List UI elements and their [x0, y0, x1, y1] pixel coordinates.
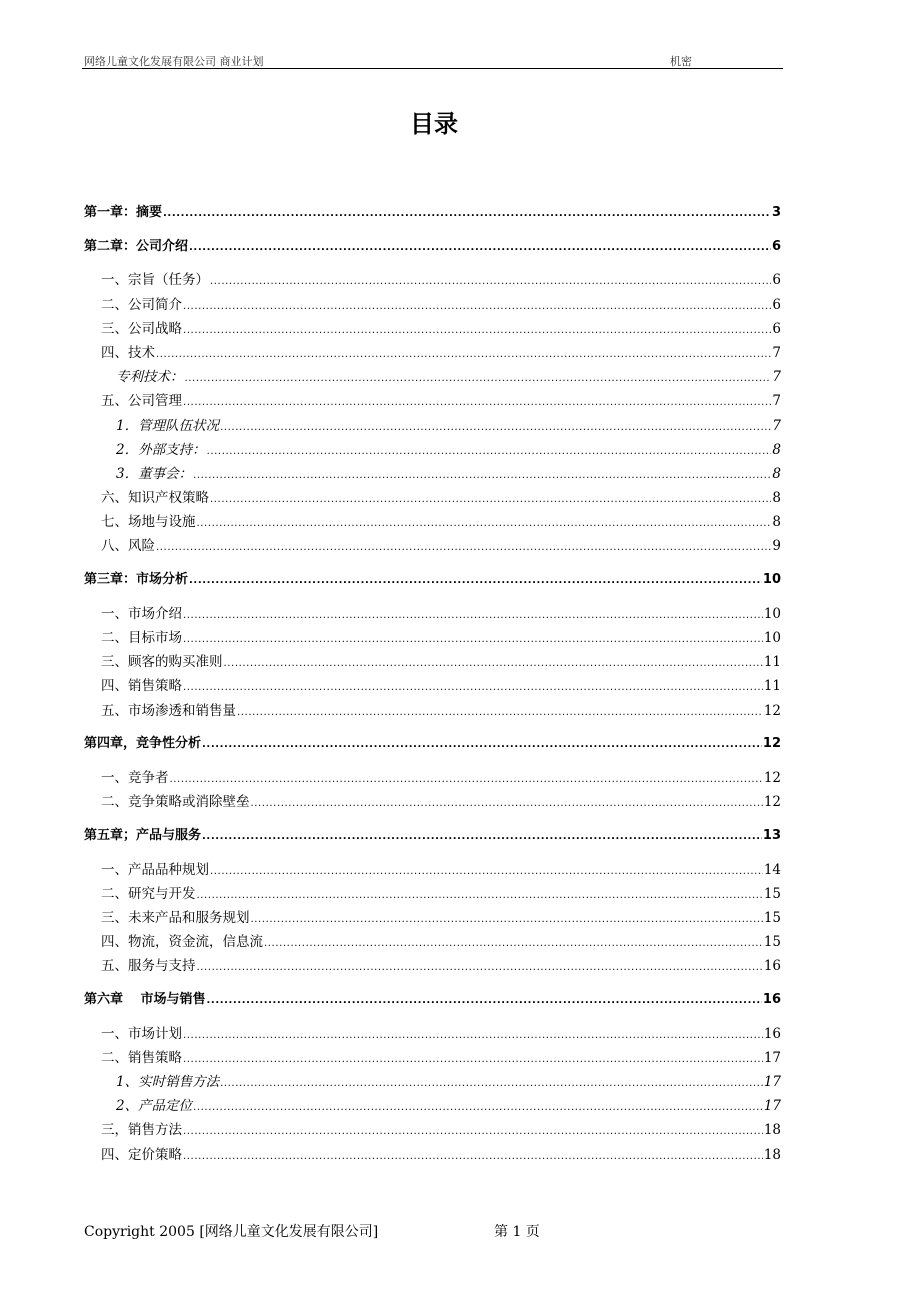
toc-entry-label: 3．董事会：	[116, 465, 193, 482]
toc-entry-page-number: 18	[763, 1146, 781, 1163]
toc-entry-page-number: 9	[772, 538, 781, 555]
toc-dot-leader	[183, 602, 763, 626]
toc-entry[interactable]	[84, 602, 781, 626]
toc-entry-page-number: 13	[762, 827, 781, 843]
toc-entry-label: 三、未来产品和服务规划	[101, 909, 250, 926]
toc-entry[interactable]	[84, 1118, 781, 1142]
toc-entry-page-number: 16	[763, 1025, 781, 1042]
toc-entry-page-number: 12	[763, 702, 781, 719]
toc-entry-label: 四、物流，资金流，信息流	[101, 934, 263, 951]
toc-entry[interactable]	[84, 365, 781, 389]
toc-entry[interactable]	[84, 462, 781, 486]
toc-dot-leader	[185, 365, 772, 389]
toc-dot-leader	[264, 930, 763, 954]
toc-dot-leader	[197, 510, 772, 534]
toc-dot-leader	[210, 268, 771, 292]
toc-entry-label: 三，销售方法	[101, 1122, 182, 1139]
toc-dot-leader	[183, 1143, 763, 1167]
toc-entry-label: 第六章 市场与销售	[84, 991, 206, 1007]
toc-entry[interactable]	[84, 790, 781, 814]
toc-entry-page-number: 11	[763, 678, 781, 695]
toc-entry[interactable]	[84, 1143, 781, 1167]
page-title: 目录	[410, 110, 458, 138]
toc-entry[interactable]	[84, 1070, 781, 1094]
toc-chapter-entry[interactable]	[84, 568, 781, 592]
toc-entry-label: 五、服务与支持	[101, 958, 196, 975]
toc-entry-label: 第一章：摘要	[84, 205, 163, 220]
toc-entry-label: 一、竞争者	[101, 769, 169, 786]
header-company-plan: 网络儿童文化发展有限公司 商业计划	[84, 55, 264, 68]
toc-entry-page-number: 6	[772, 296, 781, 313]
toc-entry[interactable]	[84, 534, 781, 558]
toc-entry-page-number: 3	[771, 205, 781, 220]
toc-entry-label: 二、目标市场	[101, 630, 182, 646]
toc-entry-page-number: 10	[763, 605, 781, 622]
toc-chapter-entry[interactable]	[84, 988, 781, 1012]
toc-entry-label: 1．管理队伍状况	[116, 417, 220, 434]
toc-entry-page-number: 16	[763, 958, 781, 975]
toc-entry[interactable]	[84, 650, 781, 674]
toc-dot-leader	[183, 293, 771, 317]
toc-entry-page-number: 12	[762, 736, 781, 752]
toc-entry-page-number: 10	[762, 572, 781, 588]
toc-entry[interactable]	[84, 389, 781, 413]
toc-entry-label: 八、风险	[101, 538, 155, 555]
toc-entry-label: 二、研究与开发	[101, 885, 196, 902]
toc-entry-page-number: 15	[763, 909, 781, 926]
toc-dot-leader	[220, 1070, 763, 1094]
toc-entry[interactable]	[84, 626, 781, 650]
toc-dot-leader	[183, 1046, 763, 1070]
toc-dot-leader	[197, 954, 763, 978]
toc-entry-label: 五、市场渗透和销售量	[101, 702, 236, 719]
toc-entry-page-number: 18	[763, 1122, 781, 1139]
page-header	[82, 52, 783, 68]
toc-entry[interactable]	[84, 341, 781, 365]
toc-chapter-entry[interactable]	[84, 201, 781, 225]
toc-entry-page-number: 7	[772, 344, 781, 361]
toc-dot-leader	[189, 568, 762, 592]
toc-entry-label: 七、场地与设施	[101, 514, 196, 531]
toc-dot-leader	[210, 486, 771, 510]
toc-dot-leader	[210, 858, 763, 882]
toc-entry-label: 一、产品品种规划	[101, 861, 209, 878]
toc-entry[interactable]	[84, 766, 781, 790]
toc-dot-leader	[197, 882, 763, 906]
toc-entry-page-number: 17	[763, 1074, 781, 1090]
footer-page-number: 第 1 页	[494, 1224, 540, 1240]
toc-entry-page-number: 7	[772, 369, 781, 386]
toc-dot-leader	[224, 650, 763, 674]
toc-entry-page-number: 6	[772, 320, 781, 337]
toc-entry-label: 四、定价策略	[101, 1146, 182, 1163]
toc-entry-page-number: 11	[763, 654, 781, 671]
toc-entry[interactable]	[84, 1022, 781, 1046]
toc-chapter-entry[interactable]	[84, 235, 781, 259]
toc-entry-page-number: 15	[763, 885, 781, 902]
toc-dot-leader	[220, 414, 771, 438]
toc-dot-leader	[237, 699, 763, 723]
toc-entry-page-number: 16	[762, 991, 781, 1007]
toc-dot-leader	[202, 732, 762, 756]
toc-entry-label: 三、公司战略	[101, 320, 182, 337]
toc-entry[interactable]	[84, 317, 781, 341]
toc-entry-page-number: 7	[772, 393, 781, 410]
toc-entry-page-number: 8	[772, 514, 781, 531]
toc-dot-leader	[156, 341, 771, 365]
toc-entry-label: 2、产品定位	[116, 1098, 193, 1115]
toc-entry[interactable]	[84, 954, 781, 978]
toc-entry-label: 1、实时销售方法	[116, 1074, 220, 1090]
header-divider	[82, 68, 783, 69]
toc-entry-page-number: 7	[772, 417, 781, 434]
toc-dot-leader	[251, 790, 763, 814]
toc-entry-page-number: 6	[771, 238, 781, 254]
toc-entry[interactable]	[84, 699, 781, 723]
toc-entry[interactable]	[84, 268, 781, 292]
toc-entry-page-number: 17	[763, 1098, 781, 1115]
toc-entry[interactable]	[84, 1046, 781, 1070]
toc-entry[interactable]	[84, 414, 781, 438]
toc-entry-label: 一、市场介绍	[101, 605, 182, 622]
toc-entry[interactable]	[84, 930, 781, 954]
toc-dot-leader	[183, 626, 763, 650]
toc-dot-leader	[183, 674, 763, 698]
toc-entry-page-number: 12	[763, 794, 781, 811]
toc-entry[interactable]	[84, 438, 781, 462]
toc-entry-label: 专利技术：	[116, 369, 184, 386]
toc-entry-label: 四、技术	[101, 344, 155, 361]
toc-entry-label: 一、宗旨（任务）	[101, 272, 209, 289]
toc-dot-leader	[183, 1022, 763, 1046]
toc-entry[interactable]	[84, 486, 781, 510]
toc-entry[interactable]	[84, 293, 781, 317]
toc-entry-label: 五、公司管理	[101, 393, 182, 410]
toc-entry-label: 二、销售策略	[101, 1049, 182, 1066]
toc-entry-page-number: 6	[772, 272, 781, 289]
toc-dot-leader	[189, 235, 771, 259]
table-of-contents	[84, 201, 781, 1167]
toc-entry-label: 六、知识产权策略	[101, 490, 209, 507]
toc-entry[interactable]	[84, 674, 781, 698]
toc-entry-page-number: 10	[763, 630, 781, 646]
toc-entry-page-number: 8	[772, 465, 781, 482]
toc-entry-label: 2．外部支持：	[116, 441, 206, 458]
toc-entry-label: 一、市场计划	[101, 1025, 182, 1042]
toc-entry[interactable]	[84, 858, 781, 882]
footer-copyright: Copyright 2005 [网络儿童文化发展有限公司]	[84, 1224, 379, 1240]
toc-entry-page-number: 17	[763, 1049, 781, 1066]
toc-entry[interactable]	[84, 882, 781, 906]
toc-entry[interactable]	[84, 906, 781, 930]
toc-dot-leader	[183, 389, 771, 413]
toc-entry-label: 二、公司简介	[101, 296, 182, 313]
toc-entry-label: 三、顾客的购买准则	[101, 654, 223, 671]
toc-dot-leader	[207, 988, 762, 1012]
toc-entry-page-number: 15	[763, 934, 781, 951]
toc-dot-leader	[251, 906, 763, 930]
toc-dot-leader	[202, 824, 762, 848]
toc-dot-leader	[163, 201, 771, 225]
toc-entry-page-number: 14	[763, 861, 781, 878]
toc-dot-leader	[183, 317, 771, 341]
toc-entry[interactable]	[84, 1094, 781, 1118]
header-confidential: 机密	[670, 55, 692, 68]
toc-entry-page-number: 8	[772, 490, 781, 507]
toc-dot-leader	[207, 438, 772, 462]
toc-dot-leader	[170, 766, 763, 790]
toc-entry-label: 第五章；产品与服务	[84, 827, 202, 843]
toc-entry-label: 第三章：市场分析	[84, 572, 189, 588]
toc-dot-leader	[193, 1094, 763, 1118]
toc-entry-page-number: 12	[763, 769, 781, 786]
toc-entry[interactable]	[84, 510, 781, 534]
toc-entry-page-number: 8	[772, 441, 781, 458]
toc-chapter-entry[interactable]	[84, 824, 781, 848]
toc-entry-label: 四、销售策略	[101, 678, 182, 695]
toc-dot-leader	[156, 534, 771, 558]
toc-chapter-entry[interactable]	[84, 732, 781, 756]
toc-entry-label: 二、竞争策略或消除壁垒	[101, 794, 250, 811]
toc-entry-label: 第二章：公司介绍	[84, 238, 189, 254]
toc-entry-label: 第四章，竞争性分析	[84, 736, 202, 752]
toc-dot-leader	[193, 462, 771, 486]
toc-dot-leader	[183, 1118, 763, 1142]
